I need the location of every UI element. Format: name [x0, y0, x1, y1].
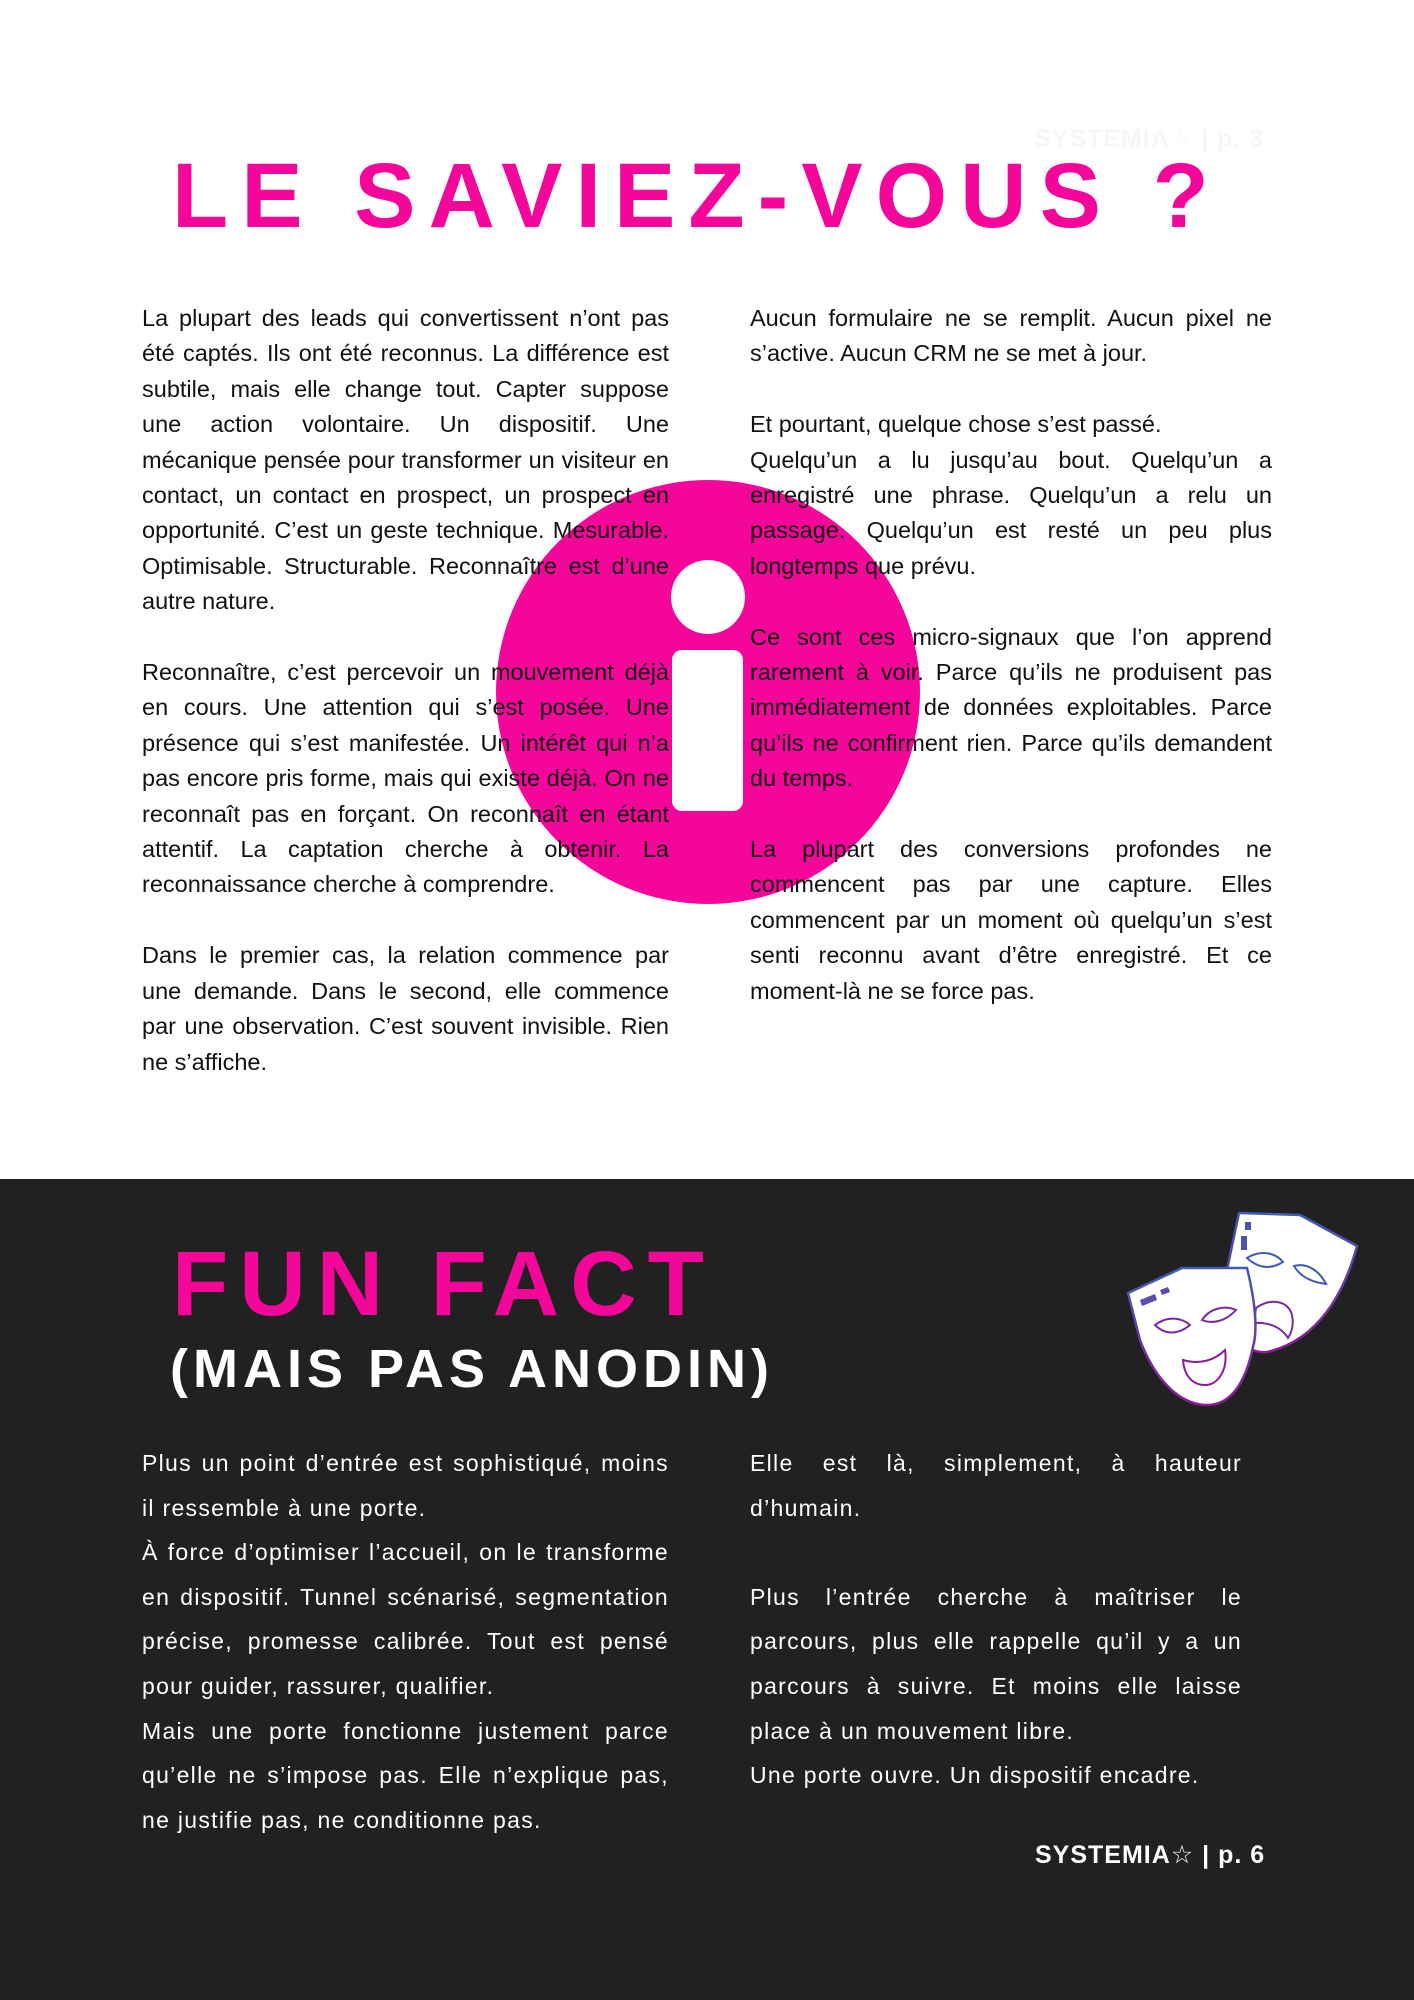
paragraph: Une porte ouvre. Un dispositif encadre. [750, 1762, 1200, 1789]
paragraph: Ce sont ces micro-signaux que l’on apprend rarement à voir. Parce qu’ils ne produisent pas immédiatement de données exploitables. Parce qu’ils ne confirment rien. Parce qu’ils demandent du temps. [750, 623, 1272, 792]
fun-fact-title: FUN FACT [172, 1233, 715, 1335]
paragraph: La plupart des leads qui convertissent n’ont pas été captés. Ils ont été reconnus. La différence est subtile, mais elle change tout. Capter suppose une action volontaire. Un dispositif. Une mécanique pensée pour transformer un visiteur en contact, un contact en prospect, un prospect en opportunité. C’est un geste technique. Mesurable. Optimisable. Structurable. Reconnaître est d’une autre nature. [142, 305, 669, 615]
theater-masks-icon [1110, 1190, 1370, 1420]
paragraph: Mais une porte fonctionne justement parce qu’elle ne s’impose pas. Elle n’explique pas, ne justifie pas, ne conditionne pas. [142, 1717, 669, 1833]
paragraph: Dans le premier cas, la relation commence par une demande. Dans le second, elle commence par une observation. C’est souvent invisible. Rien ne s’affiche. [142, 942, 669, 1075]
paragraph: À force d’optimiser l’accueil, on le transforme en dispositif. Tunnel scénarisé, segmentation précise, promesse calibrée. Tout est pensé pour guider, rassurer, qualifier. [142, 1539, 669, 1699]
article-left-column [142, 301, 669, 1115]
fun-fact-subtitle: (MAIS PAS ANODIN) [170, 1339, 774, 1399]
page-title: LE SAVIEZ-VOUS ? [172, 145, 1222, 247]
fun-fact-right-column [750, 1441, 1242, 1798]
paragraph: Plus l’entrée cherche à maîtriser le parcours, plus elle rappelle qu’il y a un parcours à suivre. Et moins elle laisse place à un mouvement libre. [750, 1583, 1242, 1744]
paragraph: Aucun formulaire ne se remplit. Aucun pixel ne s’active. Aucun CRM ne se met à jour. [750, 305, 1272, 367]
paragraph: Elle est là, simplement, à hauteur d’humain. [750, 1450, 1242, 1521]
paragraph: Quelqu’un a lu jusqu’au bout. Quelqu’un a enregistré une phrase. Quelqu’un a relu un passage. Quelqu’un est resté un peu plus longtemps que prévu. [750, 446, 1272, 579]
paragraph: La plupart des conversions profondes ne commencent pas par une capture. Elles commencent par un moment où quelqu’un s’est senti reconnu avant d’être enregistré. Et ce moment-là ne se force pas. [750, 836, 1272, 1004]
paragraph: Reconnaître, c’est percevoir un mouvement déjà en cours. Une attention qui s’est posée. Une présence qui s’est manifestée. Un intérêt qui n’a pas encore pris forme, mais qui existe déjà. On ne reconnaît pas en forçant. On reconnaît en étant attentif. La captation cherche à obtenir. La reconnaissance cherche à comprendre. [142, 659, 669, 898]
article-right-column [750, 301, 1272, 1044]
paragraph: Plus un point d’entrée est sophistiqué, moins il ressemble à une porte. [142, 1450, 669, 1521]
paragraph: Et pourtant, quelque chose s’est passé. [750, 411, 1162, 438]
fun-fact-left-column [142, 1441, 669, 1842]
ghost-page-label: SYSTEMIA☆ | p. 3 [1034, 125, 1265, 153]
page-footer-label: SYSTEMIA☆ | p. 6 [1035, 1841, 1266, 1869]
